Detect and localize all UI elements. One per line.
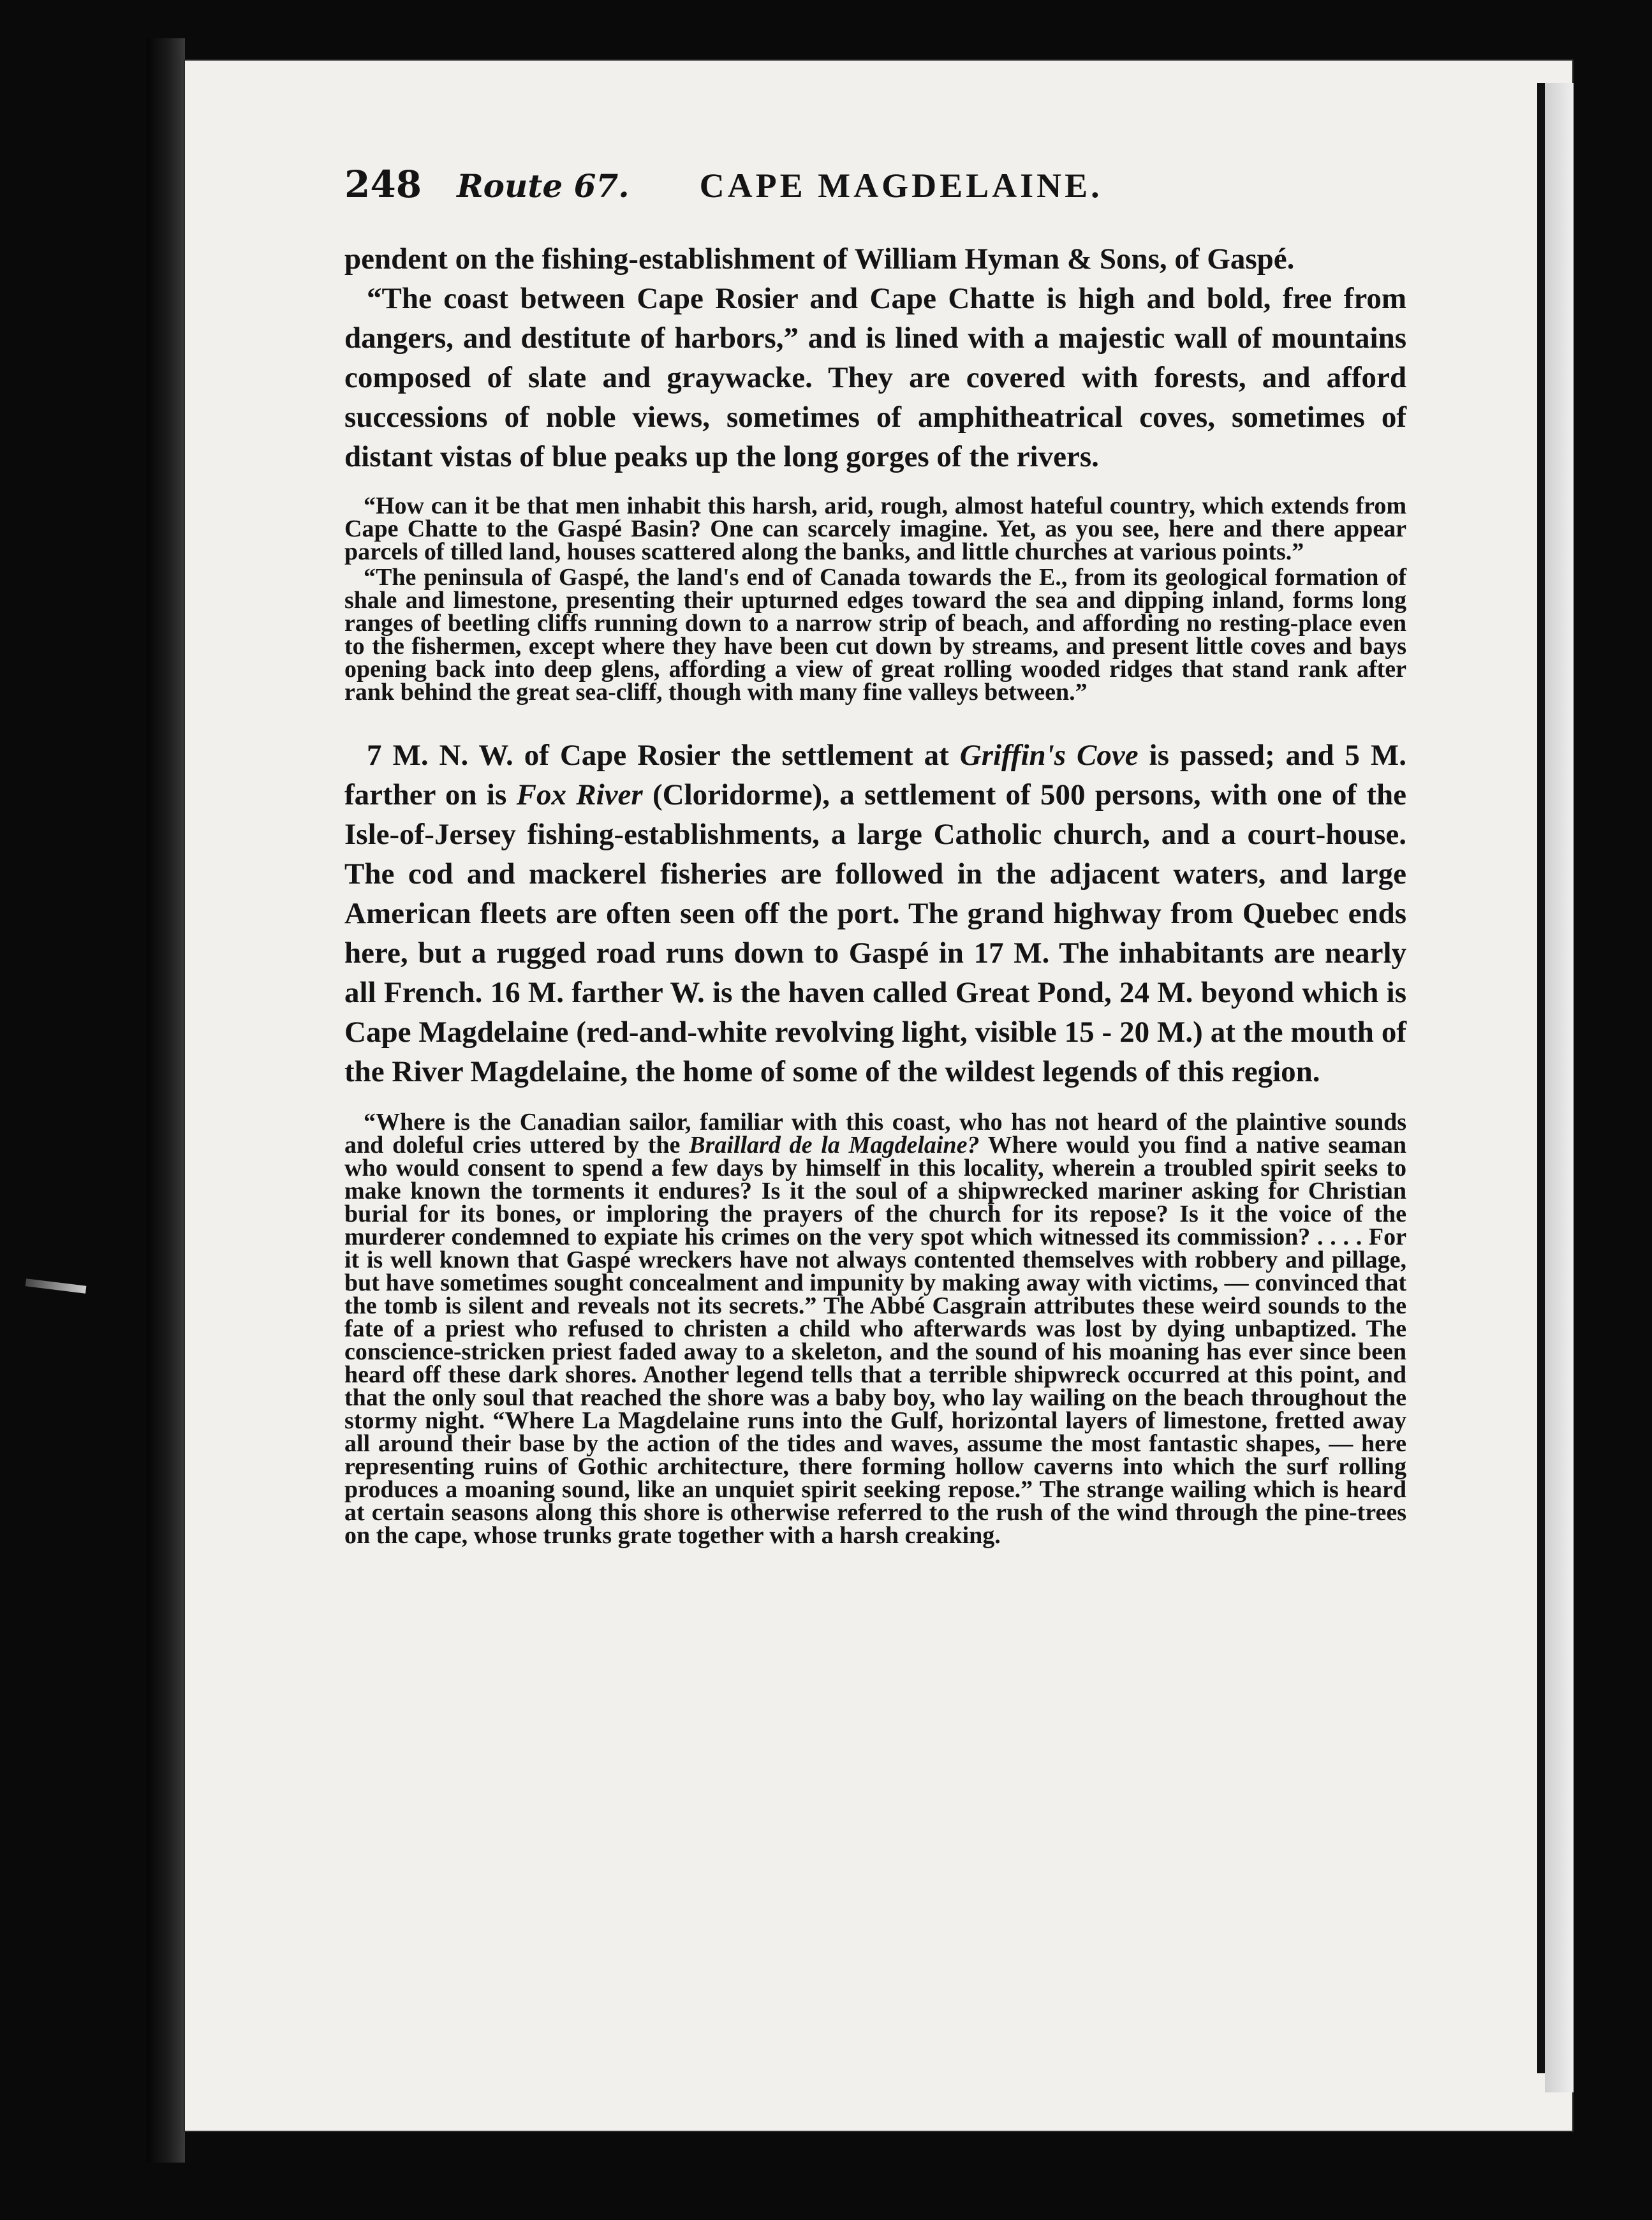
page-title: CAPE MAGDELAINE. (699, 166, 1103, 205)
text-run: (red-and-white revolving light, visible 15 - 20 M.) at the mouth of the River Magdelaine, the home of some of the wildest legends of this region. (344, 1016, 1406, 1088)
quote-braillard (344, 1111, 1406, 1547)
place-griffins-cove: Griffin's Cove (959, 739, 1139, 772)
paragraph-continued: pendent on the fishing-establishment of William Hyman & Sons, of Gaspé. (344, 242, 1295, 276)
text-run: is passed; and 5 M. farther on is (344, 739, 1406, 811)
quote-peninsula: “The peninsula of Gaspé, the land's end of Canada towards the E., from its geological formation of shale and limestone, presenting their upturned edges toward the sea and dipping inland, forms long ranges of beetling cliffs running down to a narrow strip of beach, and affording no resting-place even to the fishermen, except where they have been cut down by streams, and present little coves and bays opening back into deep glens, affording a view of great rolling wooded ridges that stand rank after rank behind the great sea-cliff, though with many fine valleys between.” (344, 564, 1406, 706)
page-content (344, 163, 1406, 1547)
paragraph-settlements (344, 736, 1406, 1092)
text-run: (Cloridorme), a settlement of 500 persons, with one of the Isle-of-Jersey fishing-establishments, a large Catholic church, and a court-house. The cod and mackerel fisheries are followed in the adjacent waters, and large American fleets are often seen off the port. The grand highway from Quebec ends here, but a rugged road runs down to Gaspé in 17 M. The inhabitants are nearly all French. 16 M. farther W. is the haven called Great Pond, 24 M. beyond which is (344, 778, 1406, 1009)
page-number: 248 (344, 163, 422, 206)
quote-harsh-country: “How can it be that men inhabit this harsh, arid, rough, almost hateful country, which extends from Cape Chatte to the Gaspé Basin? One can scarcely imagine. Yet, as you see, here and there appear parcels of tilled land, houses scattered along the banks, and little churches at various points.” (344, 492, 1406, 565)
text-run: Where would you find a native seaman who would consent to spend a few days by himself in this locality, wherein a troubled spirit seeks to make known the torments it endures? Is it the soul of a shipwrecked mariner asking for Christian burial for its bones, or imploring the prayers of the church for its repose? Is it the voice of the murderer condemned to expiate his crimes on the very spot which witnessed its commission? . . . . For it is well known that Gaspé wreckers have not always contented themselves with robbery and pillage, but have sometimes sought concealment and impunity by making away with victims, — convinced that the tomb is silent and reveals not its secrets.” The Abbé Casgrain attributes these weird sounds to the fate of a priest who refused to christen a child who afterwards was lost by dying unbaptized. The conscience-stricken priest faded away to a skeleton, and the sound of his moaning has ever since been heard off these dark shores. Another legend tells that a terrible shipwreck occurred at this point, and that the only soul that reached the shore was a baby boy, who lay wailing on the beach throughout the stormy night. “Where La Magdelaine runs into the Gulf, horizontal layers of limestone, fretted away all around their base by the action of the tides and waves, assume the most fantastic shapes, — here representing ruins of Gothic architecture, there forming hollow caverns into which the surf rolling produces a moaning sound, like an unquiet spirit seeking repose.” The strange wailing which is heard at certain seasons along this shore is otherwise referred to the rush of the wind through the pine-trees on the cape, whose trunks grate together with a harsh creaking. (344, 1132, 1406, 1549)
page-gutter-shadow (1537, 83, 1545, 2073)
next-page-edge (1545, 83, 1574, 2092)
braillard-title: Braillard de la Magdelaine? (689, 1132, 980, 1158)
running-header (344, 163, 1406, 239)
place-fox-river: Fox River (516, 778, 643, 811)
route-label: Route 67. (457, 167, 630, 205)
paragraph-coast: “The coast between Cape Rosier and Cape Chatte is high and bold, free from dangers, and destitute of harbors,” and is lined with a majestic wall of mountains composed of slate and graywacke. They are covered with forests, and afford successions of noble views, sometimes of amphitheatrical coves, sometimes of distant vistas of blue peaks up the long gorges of the rivers. (344, 282, 1406, 473)
text-run: “Where is the Canadian sailor, familiar with this coast, who has not heard of the plaintive sounds and doleful cries uttered by the (344, 1109, 1406, 1158)
place-cape-magdelaine: Cape Magdelaine (344, 1016, 569, 1049)
margin-mark (26, 1278, 87, 1293)
book-binding-edge (147, 38, 185, 2163)
text-run: 7 M. N. W. of Cape Rosier the settlement at (367, 739, 960, 772)
